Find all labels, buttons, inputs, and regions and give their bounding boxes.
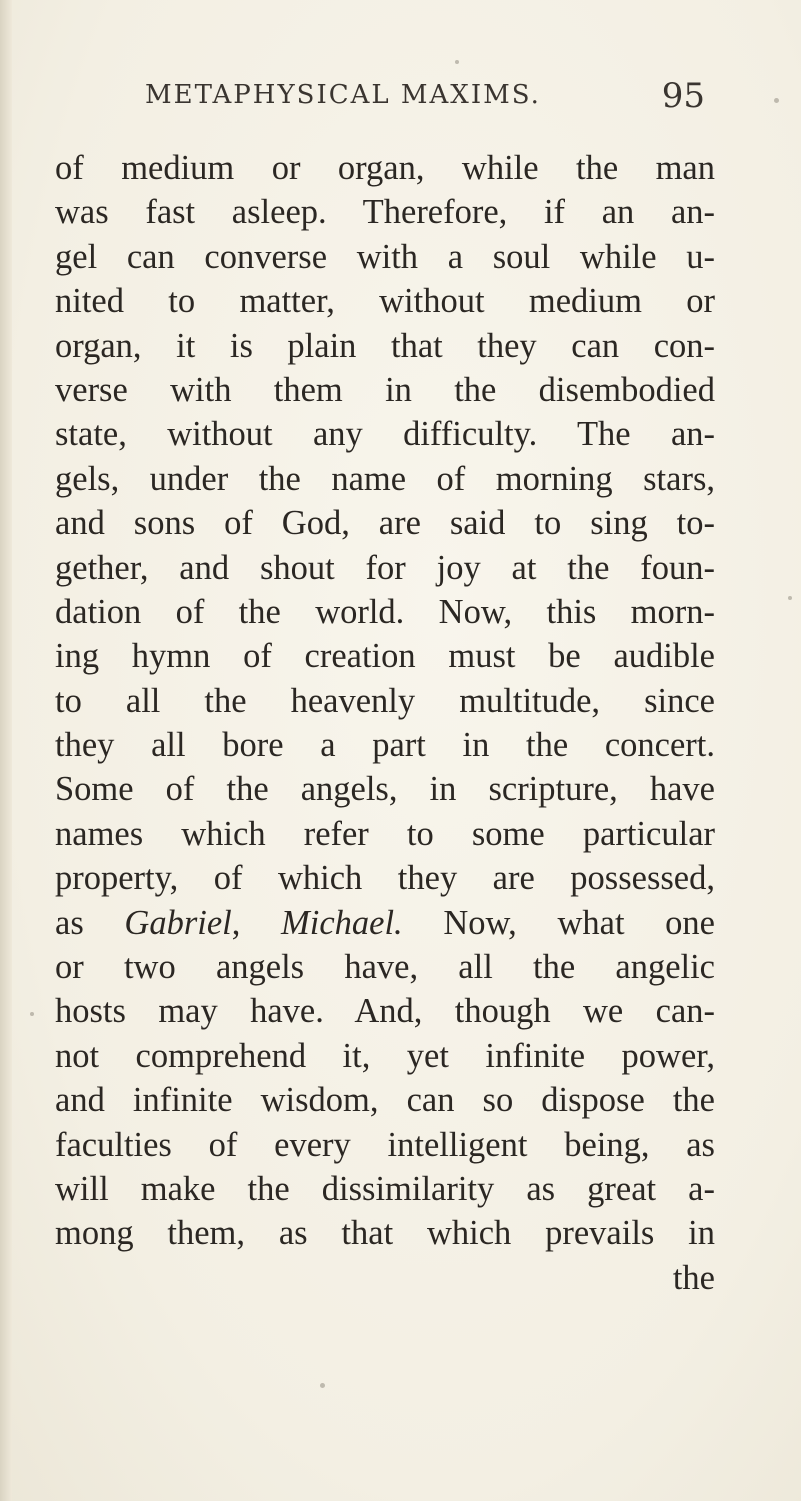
paper-speck xyxy=(320,1383,325,1388)
italic-name-michael: Michael. xyxy=(281,903,403,942)
text-line: Some of the angels, in scripture, have xyxy=(55,770,715,809)
text-line: gel can converse with a soul while u- xyxy=(55,237,715,276)
text-line: was fast asleep. Therefore, if an an- xyxy=(55,193,715,232)
text-line: ing hymn of creation must be audible xyxy=(55,637,715,676)
paper-speck xyxy=(30,1012,34,1016)
text-line: hosts may have. And, though we can- xyxy=(55,992,715,1031)
text-line: state, without any difficulty. The an- xyxy=(55,415,715,454)
text-line: of medium or organ, while the man xyxy=(55,149,715,187)
text-fragment: Now, what one xyxy=(402,903,715,942)
paper-speck xyxy=(788,596,792,600)
page-number: 95 xyxy=(661,76,705,116)
page-gutter-shadow xyxy=(0,0,12,1501)
body-text xyxy=(55,146,715,1300)
text-line: gether, and shout for joy at the foun- xyxy=(55,548,715,587)
running-title: METAPHYSICAL MAXIMS. xyxy=(145,80,541,110)
text-line: faculties of every intelligent being, as xyxy=(55,1125,715,1164)
text-line: names which refer to some particular xyxy=(55,814,715,853)
text-line: to all the heavenly multitude, since xyxy=(55,681,715,720)
text-line: they all bore a part in the concert. xyxy=(55,726,715,765)
text-line: not comprehend it, yet infinite power, xyxy=(55,1036,715,1075)
text-line: property, of which they are possessed, xyxy=(55,859,715,898)
text-fragment: as xyxy=(55,903,125,942)
text-line: mong them, as that which prevails in xyxy=(55,1214,715,1253)
italic-name-gabriel: Gabriel xyxy=(124,903,232,942)
text-line: will make the dissimilarity as great a- xyxy=(55,1169,715,1208)
text-line: or two angels have, all the angelic xyxy=(55,948,715,987)
text-line: organ, it is plain that they can con- xyxy=(55,326,715,365)
text-line-with-names xyxy=(55,901,715,945)
paper-speck xyxy=(455,60,459,64)
text-line: verse with them in the disembodied xyxy=(55,370,715,409)
text-fragment: , xyxy=(231,903,282,942)
text-line: and infinite wisdom, can so dispose the xyxy=(55,1081,715,1120)
text-line: gels, under the name of morning stars, xyxy=(55,459,715,498)
running-head xyxy=(145,76,705,120)
text-line: and sons of God, are said to sing to- xyxy=(55,504,715,543)
catchword: the xyxy=(672,1258,715,1297)
paper-speck xyxy=(774,98,779,103)
text-line: nited to matter, without medium or xyxy=(55,282,715,321)
text-line: dation of the world. Now, this morn- xyxy=(55,592,715,631)
